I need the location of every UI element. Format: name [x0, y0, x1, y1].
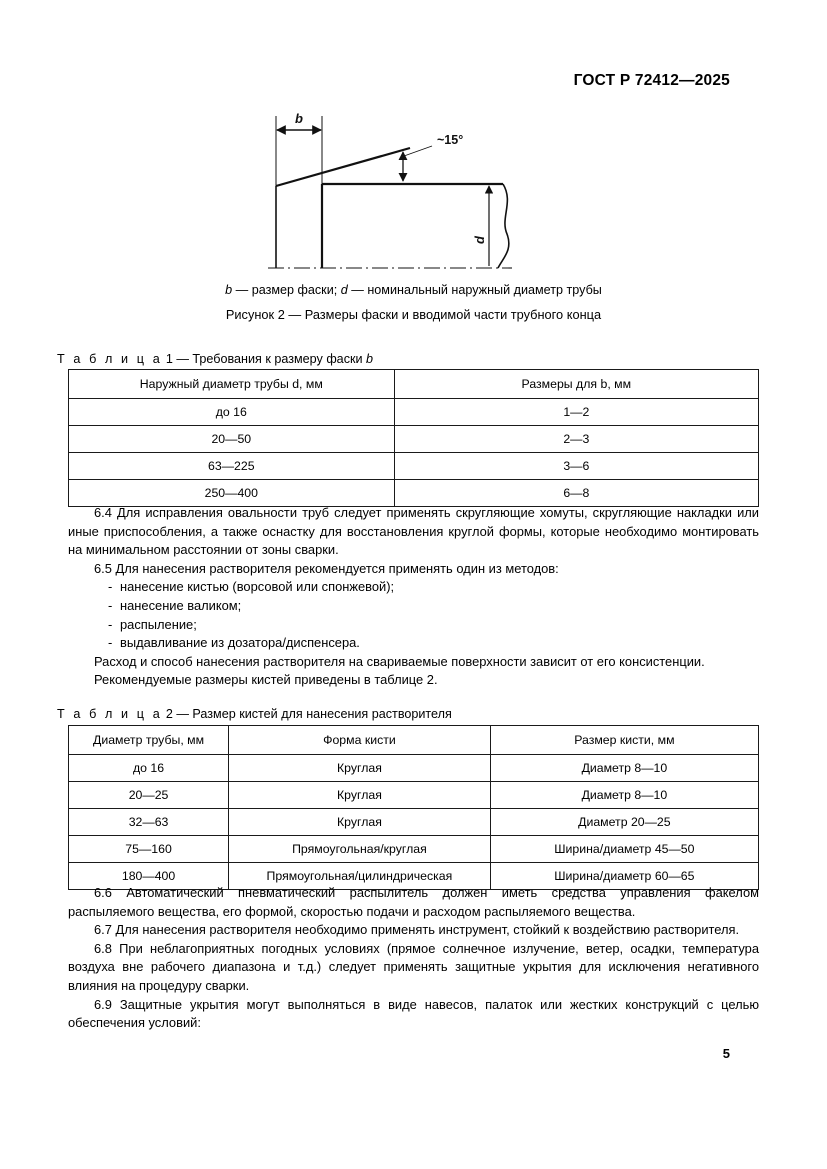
table-row: [69, 809, 759, 836]
table-1-cell-3-1: 6—8: [394, 480, 758, 507]
page-number: 5: [722, 1046, 730, 1061]
table-row: [69, 370, 759, 399]
dash-marker: -: [108, 597, 113, 613]
paragraph-consistency: Расход и способ нанесения растворителя на свариваемые поверхности зависит от его консистенции.: [94, 653, 705, 669]
table-2-header-0: Диаметр трубы, мм: [69, 726, 229, 755]
table-2-cell-2-2: Диаметр 20—25: [490, 809, 758, 836]
table-1-caption-dash: —: [176, 352, 189, 366]
table-brush-sizes: [68, 725, 759, 890]
table-1-cell-2-1: 3—6: [394, 453, 758, 480]
paragraph-6-7: 6.7 Для нанесения растворителя необходимо применять инструмент, стойкий к воздействию растворителя.: [94, 922, 740, 938]
list-item-label: распыление;: [120, 616, 197, 632]
table-2-cell-3-0: 75—160: [69, 836, 229, 863]
table-1-cell-2-0: 63—225: [69, 453, 395, 480]
table-2-cell-4-0: 180—400: [69, 863, 229, 890]
table-row: [69, 836, 759, 863]
list-item: [68, 616, 759, 635]
table-2-caption-number: 2: [165, 707, 173, 721]
list-item: [68, 597, 759, 616]
table-2-cell-4-2: Ширина/диаметр 60—65: [490, 863, 758, 890]
table-1-caption-number: 1: [165, 352, 173, 366]
table-row: [69, 726, 759, 755]
table-2-cell-1-0: 20—25: [69, 782, 229, 809]
dash-marker: -: [108, 635, 113, 651]
table-1-header-1: Размеры для b, мм: [394, 370, 758, 399]
table-1-cell-1-0: 20—50: [69, 426, 395, 453]
standard-code-header: ГОСТ Р 72412—2025: [573, 72, 730, 89]
figure-legend-mid: — размер фаски;: [232, 283, 341, 297]
table-2-cell-0-0: до 16: [69, 755, 229, 782]
list-item: [68, 634, 759, 653]
paragraph-6-5: 6.5 Для нанесения растворителя рекомендуется применять один из методов:: [94, 560, 559, 576]
body-text-upper: [68, 504, 759, 690]
table-1-caption-title-symbol: b: [366, 352, 374, 366]
table-1-caption-title: Требования к размеру фаски: [192, 352, 367, 366]
list-item-label: нанесение валиком;: [120, 597, 242, 613]
figure-caption: Рисунок 2 — Размеры фаски и вводимой части трубного конца: [225, 307, 602, 322]
table-2-cell-3-1: Прямоугольная/круглая: [229, 836, 491, 863]
table-2-caption: [57, 707, 452, 721]
figure-legend-d: d: [340, 283, 348, 297]
table-1-header-0: Наружный диаметр трубы d, мм: [69, 370, 395, 399]
paragraph-6-4: 6.4 Для исправления овальности труб следует применять скругляющие хомуты, скругляющие накладки или иные приспособления, а также оснастку для восстановления круглой формы, которые необходимо монтировать на минимальном расстоянии от зоны сварки.: [68, 505, 759, 558]
body-text-lower: [68, 884, 759, 1033]
table-2-cell-3-2: Ширина/диаметр 45—50: [490, 836, 758, 863]
table-2-header-2: Размер кисти, мм: [490, 726, 758, 755]
table-2-caption-title: Размер кистей для нанесения растворителя: [192, 707, 452, 721]
table-2-cell-4-1: Прямоугольная/цилиндрическая: [229, 863, 491, 890]
pipe-chamfer-diagram: [0, 100, 827, 280]
dash-marker: -: [108, 616, 113, 632]
figure-2-drawing: [0, 100, 827, 280]
table-2-cell-0-1: Круглая: [229, 755, 491, 782]
figure-legend-b: b: [225, 283, 233, 297]
table-chamfer-requirements: [68, 369, 759, 507]
paragraph-6-9: 6.9 Защитные укрытия могут выполняться в виде навесов, палаток или жестких конструкций с целью обеспечения условий:: [68, 996, 759, 1031]
table-row: [69, 755, 759, 782]
paragraph-6-6: 6.6 Автоматический пневматический распылитель должен иметь средства управления факелом распыляемого вещества, его формой, скоростью подачи и расходом распыляемого вещества.: [68, 885, 759, 919]
list-item-label: выдавливание из дозатора/диспенсера.: [120, 635, 360, 651]
figure-legend-suffix: — номинальный наружный диаметр трубы: [347, 283, 602, 297]
table-2-cell-2-0: 32—63: [69, 809, 229, 836]
figure-label-d: d: [472, 236, 487, 244]
paragraph-recommend-brushes: Рекомендуемые размеры кистей приведены в таблице 2.: [94, 672, 438, 688]
figure-legend: [0, 283, 827, 297]
table-1-cell-3-0: 250—400: [69, 480, 395, 507]
list-item-label: нанесение кистью (ворсовой или спонжевой);: [120, 579, 395, 595]
table-row: [69, 426, 759, 453]
dash-marker: -: [108, 579, 113, 595]
table-2-caption-word: Т а б л и ц а: [57, 707, 163, 721]
table-2-cell-1-2: Диаметр 8—10: [490, 782, 758, 809]
table-1-caption: [57, 352, 373, 366]
paragraph-6-8: 6.8 При неблагоприятных погодных условиях (прямое солнечное излучение, ветер, осадки, температура воздуха вне рабочего диапазона и т.д.) следует применять защитные укрытия для исключения негативного влияния на процедуру сварки.: [68, 940, 759, 993]
table-row: [69, 782, 759, 809]
table-1-cell-0-1: 1—2: [394, 399, 758, 426]
list-item: [68, 578, 759, 597]
table-row: [69, 480, 759, 507]
table-row: [69, 453, 759, 480]
table-2-header-1: Форма кисти: [229, 726, 491, 755]
table-row: [69, 399, 759, 426]
table-2-cell-2-1: Круглая: [229, 809, 491, 836]
table-1-caption-word: Т а б л и ц а: [57, 352, 163, 366]
table-1-cell-1-1: 2—3: [394, 426, 758, 453]
table-1-cell-0-0: до 16: [69, 399, 395, 426]
figure-label-angle: ~15°: [437, 133, 464, 147]
table-2-cell-0-2: Диаметр 8—10: [490, 755, 758, 782]
figure-label-b: b: [295, 111, 303, 126]
table-2-cell-1-1: Круглая: [229, 782, 491, 809]
table-2-caption-dash: —: [176, 707, 189, 721]
